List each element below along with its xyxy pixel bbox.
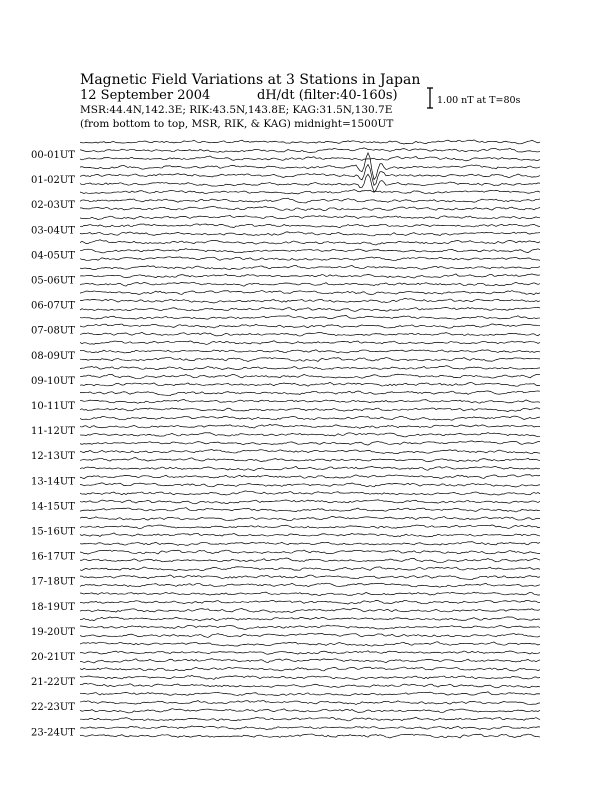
trace-rik: [80, 350, 540, 353]
trace-kag: [80, 491, 540, 495]
trace-rik: [80, 198, 540, 203]
trace-rik: [80, 726, 540, 729]
hour-label: 07-08UT: [31, 325, 75, 337]
scale-bar: [427, 88, 433, 108]
trace-rik: [80, 324, 540, 328]
trace-rik: [80, 550, 540, 554]
trace-group: [80, 140, 540, 738]
trace-msr: [80, 282, 540, 286]
station-coordinates: MSR:44.4N,142.3E; RIK:43.5N,143.8E; KAG:31.5N,130.7E: [80, 104, 393, 116]
trace-kag: [80, 265, 540, 269]
trace-msr: [80, 458, 540, 462]
trace-rik: [80, 374, 540, 378]
hour-label: 13-14UT: [31, 476, 75, 488]
trace-rik: [80, 475, 540, 479]
trace-kag: [80, 692, 540, 696]
trace-msr: [80, 232, 540, 236]
hour-label: 16-17UT: [31, 551, 75, 563]
trace-kag: [80, 617, 540, 621]
trace-kag: [80, 441, 540, 445]
trace-msr: [80, 174, 540, 192]
trace-kag: [80, 416, 540, 420]
hour-label: 06-07UT: [31, 300, 75, 312]
trace-msr: [80, 408, 540, 412]
hour-label: 22-23UT: [31, 702, 75, 714]
hour-label: 20-21UT: [31, 652, 75, 663]
trace-msr: [80, 433, 540, 437]
trace-msr: [80, 533, 540, 537]
trace-kag: [80, 391, 540, 396]
trace-kag: [80, 215, 540, 219]
hour-label: 08-09UT: [31, 350, 75, 362]
trace-rik: [80, 600, 540, 604]
trace-kag: [80, 567, 540, 571]
hour-label: 11-12UT: [31, 426, 75, 438]
trace-msr: [80, 659, 540, 663]
trace-rik: [80, 224, 540, 228]
hour-label: 04-05UT: [31, 250, 75, 262]
trace-kag: [80, 290, 540, 294]
trace-kag: [80, 366, 540, 370]
trace-kag: [80, 190, 540, 194]
hour-labels: [31, 150, 75, 738]
hour-label: 12-13UT: [31, 451, 75, 463]
trace-rik: [80, 500, 540, 504]
trace-rik: [80, 298, 540, 303]
hour-label: 03-04UT: [31, 225, 75, 237]
trace-msr: [80, 382, 540, 386]
hour-label: 19-20UT: [31, 626, 75, 638]
trace-kag: [80, 516, 540, 520]
hour-label: 14-15UT: [31, 501, 75, 513]
trace-rik: [80, 625, 540, 629]
trace-rik: [80, 249, 540, 253]
hour-label: 09-10UT: [31, 375, 75, 387]
trace-msr: [80, 558, 540, 563]
hour-label: 10-11UT: [31, 401, 75, 412]
trace-rik: [80, 274, 540, 278]
trace-rik: [80, 675, 540, 679]
trace-msr: [80, 709, 540, 713]
trace-rik: [80, 575, 540, 580]
trace-msr: [80, 307, 540, 311]
trace-rik: [80, 424, 540, 428]
trace-msr: [80, 633, 540, 637]
quantity-label: dH/dt (filter:40-160s): [257, 88, 398, 103]
trace-rik: [80, 525, 540, 529]
date-label: 12 September 2004: [80, 88, 211, 103]
hour-label: 17-18UT: [31, 576, 75, 588]
hour-label: 05-06UT: [31, 275, 75, 287]
hour-label: 21-22UT: [31, 677, 75, 689]
trace-msr: [80, 508, 540, 512]
trace-kag: [80, 315, 540, 319]
trace-rik: [80, 399, 540, 403]
trace-kag: [80, 592, 540, 595]
trace-kag: [80, 240, 540, 245]
trace-kag: [80, 542, 540, 546]
trace-msr: [80, 332, 540, 336]
trace-msr: [80, 257, 540, 261]
trace-kag: [80, 341, 540, 345]
trace-rik: [80, 651, 540, 654]
page-title: Magnetic Field Variations at 3 Stations in Japan: [80, 72, 421, 88]
hour-label: 23-24UT: [31, 727, 75, 739]
scale-bar-label: 1.00 nT at T=80s: [437, 95, 521, 106]
hour-label: 18-19UT: [31, 601, 75, 613]
hour-label: 01-02UT: [31, 175, 75, 187]
trace-msr: [80, 156, 540, 161]
trace-msr: [80, 357, 540, 361]
trace-kag: [80, 717, 540, 721]
hour-label: 02-03UT: [31, 200, 75, 212]
trace-msr: [80, 608, 540, 612]
trace-msr: [80, 683, 540, 688]
trace-rik: [80, 148, 540, 153]
trace-kag: [80, 642, 540, 646]
trace-kag: [80, 667, 540, 671]
trace-rik: [80, 449, 540, 453]
trace-order-note: (from bottom to top, MSR, RIK, & KAG) midnight=1500UT: [80, 118, 394, 130]
trace-msr: [80, 207, 540, 211]
hour-label: 00-01UT: [31, 150, 75, 161]
trace-msr: [80, 734, 540, 738]
trace-msr: [80, 583, 540, 587]
trace-kag: [80, 466, 540, 470]
trace-msr: [80, 483, 540, 487]
trace-rik: [80, 701, 540, 705]
trace-kag: [80, 140, 540, 144]
hour-label: 15-16UT: [31, 526, 75, 538]
